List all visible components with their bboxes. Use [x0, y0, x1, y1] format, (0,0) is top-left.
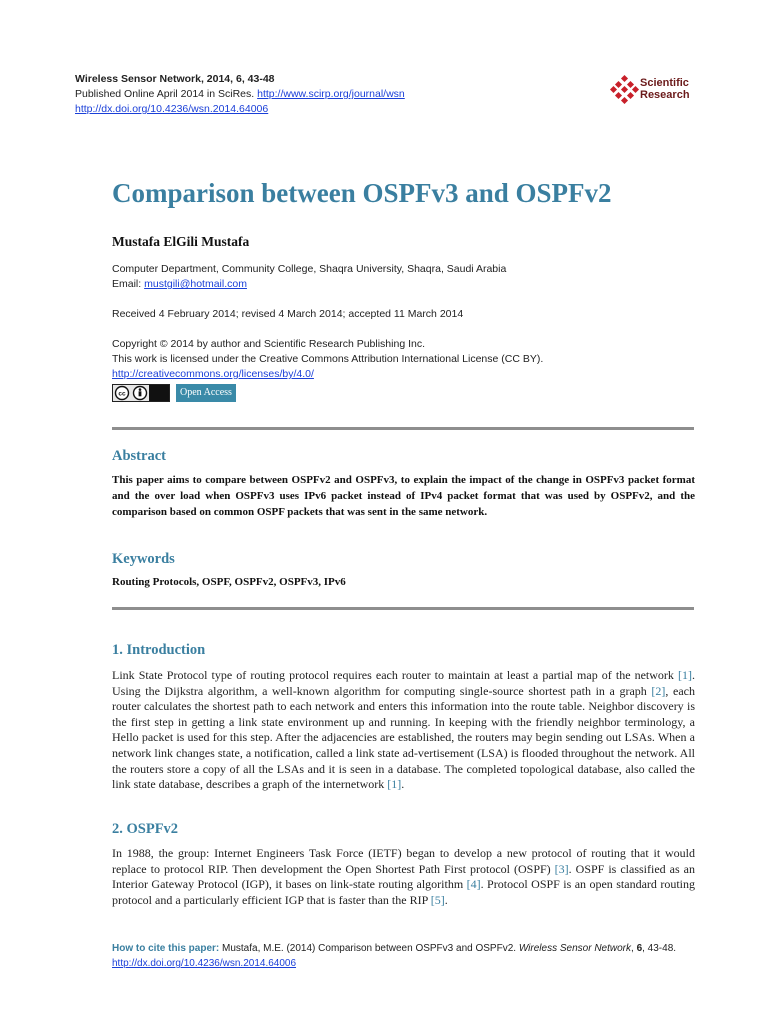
reference-link[interactable]: [5]: [430, 892, 445, 907]
reference-link[interactable]: [1]: [387, 777, 402, 792]
scientific-research-logo: [610, 72, 700, 106]
how-to-cite-block: How to cite this paper: Mustafa, M.E. (2014) Comparison between OSPFv3 and OSPFv2. Wireless Sensor Network, 6, 43-48. http://dx.doi.org/10.4236/wsn.2014.64006: [112, 943, 677, 969]
journal-url-link[interactable]: http://www.scirp.org/journal/wsn: [257, 88, 405, 100]
cc-by-icon: [113, 385, 169, 401]
cite-doi-link[interactable]: http://dx.doi.org/10.4236/wsn.2014.64006: [112, 958, 297, 969]
abstract-heading: Abstract: [112, 448, 166, 464]
ospfv2-text-1: In 1988, the group: Internet Engineers Task Force (IETF) began to develop a new protocol of routing that it would replace to protocol RIP. Then development the Open Shortest Path First protocol (OSPF): [112, 846, 695, 876]
email-link[interactable]: mustgili@hotmail.com: [144, 278, 247, 290]
copyright-block: [112, 337, 712, 382]
logo-icon: [610, 74, 640, 104]
cite-pages: , 43-48.: [642, 943, 677, 954]
ospfv2-text-2: . OSPF is classified as an Interior Gateway Protocol (IGP), it bases on link-state routing algorithm: [112, 861, 695, 892]
journal-header: [75, 72, 405, 117]
divider-bottom: [112, 607, 694, 610]
published-line: [75, 87, 405, 102]
cite-label: How to cite this paper:: [112, 943, 220, 954]
ospfv2-text-4: .: [444, 892, 448, 907]
license-line: This work is licensed under the Creative Commons Attribution International License (CC BY).: [112, 353, 544, 365]
paper-title: Comparison between OSPFv3 and OSPFv2: [112, 178, 612, 208]
reference-link[interactable]: [1]: [678, 668, 693, 682]
cite-text: Mustafa, M.E. (2014) Comparison between OSPFv3 and OSPFv2.: [222, 943, 517, 954]
section-heading-introduction: 1. Introduction: [112, 642, 206, 658]
keywords-text: Routing Protocols, OSPF, OSPFv2, OSPFv3, IPv6: [112, 576, 346, 588]
email-label: Email:: [112, 278, 142, 290]
copyright-line: Copyright © 2014 by author and Scientific Research Publishing Inc.: [112, 338, 425, 350]
section-heading-ospfv2: 2. OSPFv2: [112, 821, 179, 837]
cite-volume: 6: [636, 943, 643, 954]
reference-link[interactable]: [2]: [651, 683, 666, 698]
ospfv2-paragraph: [112, 846, 695, 908]
introduction-paragraph: [112, 668, 695, 793]
intro-text-1: Link State Protocol type of routing protocol requires each router to maintain at least a partial map of the network: [112, 668, 674, 682]
affiliation-block: [112, 262, 712, 292]
divider-top: [112, 427, 694, 430]
published-prefix: Published Online April 2014 in SciRes.: [75, 88, 255, 100]
intro-text-4: .: [401, 777, 405, 792]
svg-text:cc: cc: [118, 390, 126, 398]
reference-link[interactable]: [4]: [466, 877, 481, 892]
reference-link[interactable]: [3]: [554, 861, 569, 876]
license-url-link[interactable]: http://creativecommons.org/licenses/by/4.0/: [112, 368, 314, 380]
cc-by-badge[interactable]: [112, 384, 170, 402]
intro-text-2: . Using the Dijkstra algorithm, a well-known algorithm for computing single-source shortest path in a graph: [112, 668, 696, 698]
intro-text-3: , each router calculates the shortest path to each network and enters this information into the route table. Neighbor discovery is the first step in getting a link state environment up and running. In keeping with the friendly neighbor terminology, a Hello packet is used for this step. After the adjacencies are established, the routers may begin sending out LSAs. When a network link changes state, a notification, called a link state ad-vertisement (LSA) is flooded throughout the network. All the routers store a copy of all the LSAs and it is seen in a database. The completed topological database, also called the link state database, describes a graph of the internetwork: [112, 683, 696, 792]
cite-journal: Wireless Sensor Network: [518, 943, 631, 954]
received-dates: Received 4 February 2014; revised 4 March 2014; accepted 11 March 2014: [112, 308, 464, 320]
doi-link[interactable]: http://dx.doi.org/10.4236/wsn.2014.64006: [75, 103, 269, 115]
logo-text-line2: Research: [640, 89, 690, 101]
affiliation: Computer Department, Community College, Shaqra University, Shaqra, Saudi Arabia: [112, 263, 507, 275]
journal-line: Wireless Sensor Network, 2014, 6, 43-48: [75, 73, 275, 85]
logo-text-line1: Scientific: [640, 77, 689, 89]
abstract-text: This paper aims to compare between OSPFv2 and OSPFv3, to explain the impact of the change in OSPFv3 packet format and the over load when OSPFv3 uses IPv6 packet instead of IPv4 packet format that was used by OSPFv2, and the comparison based on common OSPF packets that was sent in the same network.: [112, 474, 695, 518]
ospfv2-text-3: . Protocol OSPF is an open standard routing protocol and a particularly efficient IGP that is faster than the RIP: [112, 877, 695, 907]
keywords-heading: Keywords: [112, 551, 175, 567]
open-access-badge[interactable]: Open Access: [176, 384, 236, 402]
author-name: Mustafa ElGili Mustafa: [112, 234, 250, 249]
